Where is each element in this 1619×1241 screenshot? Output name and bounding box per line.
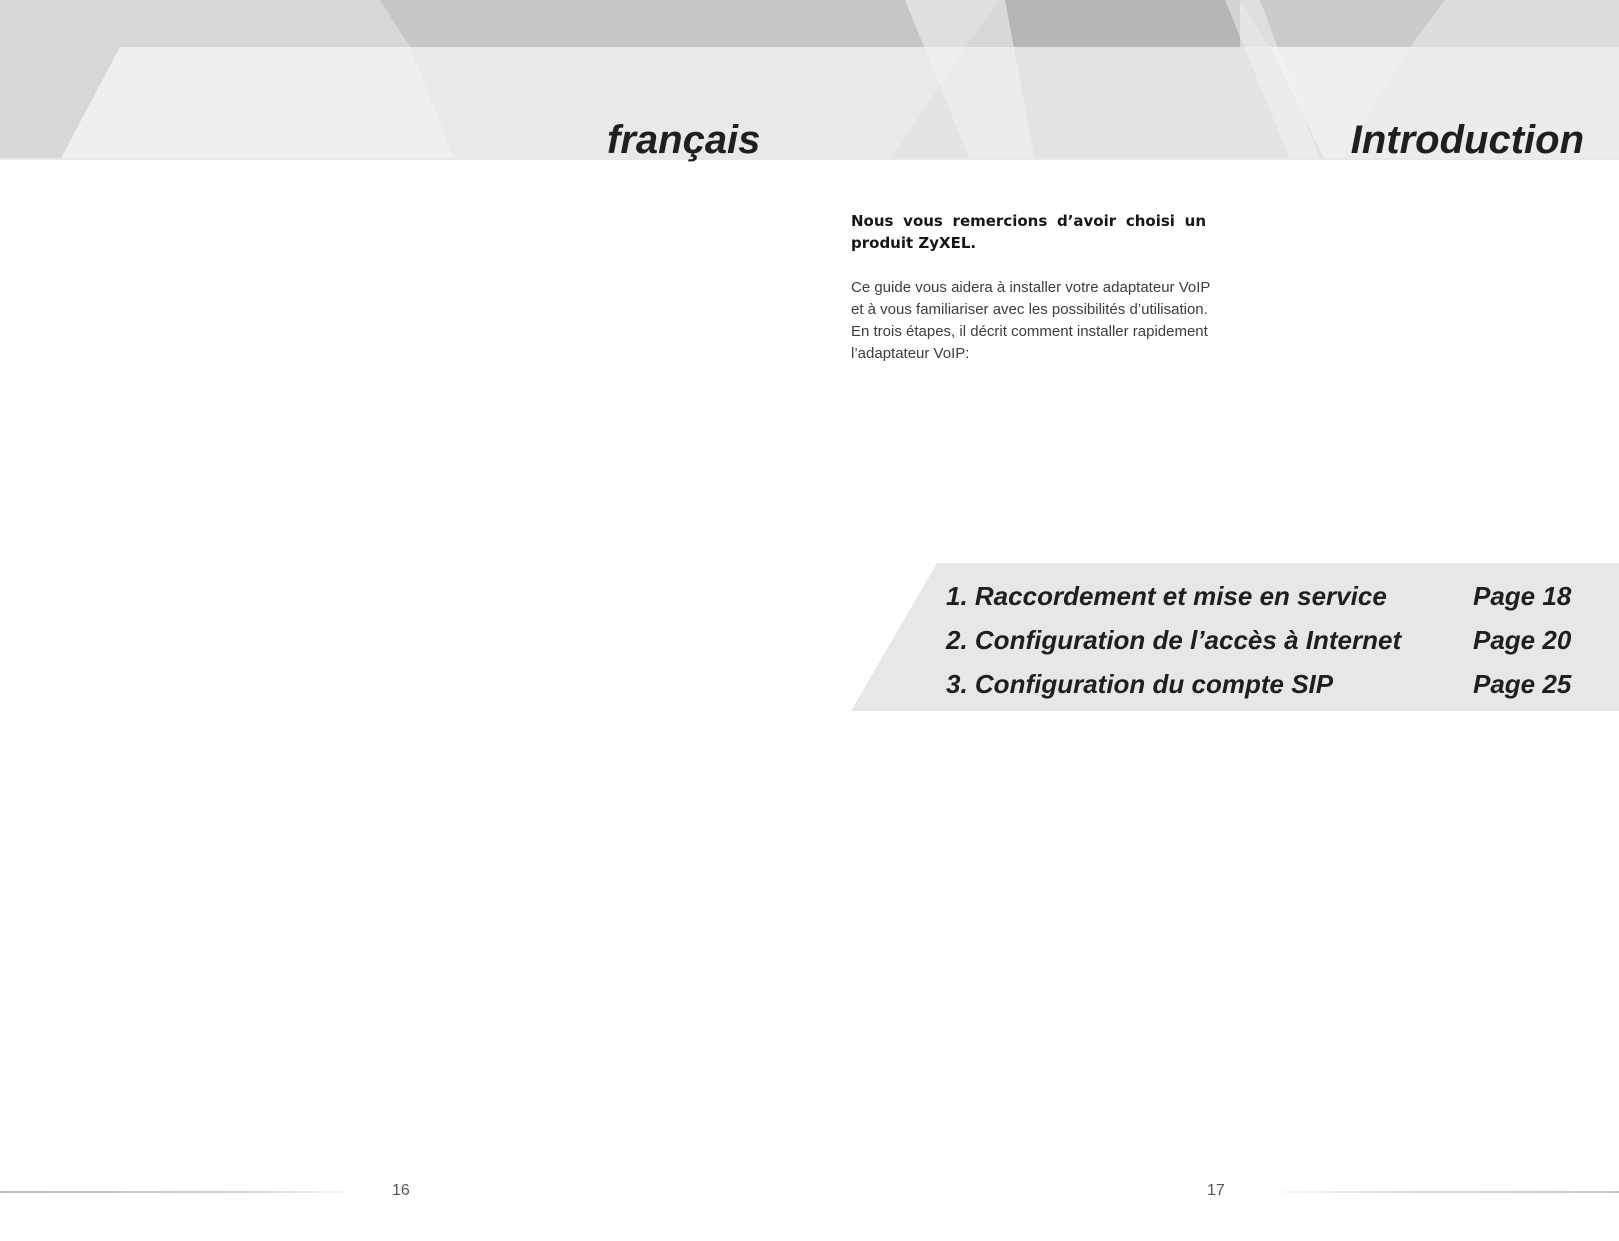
toc-item-label: 2. Configuration de l’accès à Internet <box>946 625 1402 655</box>
language-title: français <box>607 118 761 162</box>
intro-line-4: l’adaptateur VoIP: <box>851 345 970 362</box>
toc-item-internet-configuration <box>946 618 1586 662</box>
toc-page-reference: Page 20 <box>1473 625 1572 655</box>
toc-item-sip-configuration <box>946 662 1586 706</box>
left-page-number: 16 <box>392 1182 410 1199</box>
left-footer-rule <box>0 1191 360 1193</box>
toc-page-reference: Page 18 <box>1473 581 1572 611</box>
toc-item-label: 3. Configuration du compte SIP <box>946 669 1334 699</box>
toc-page-reference: Page 25 <box>1473 669 1572 699</box>
right-page-number: 17 <box>1207 1182 1225 1199</box>
thank-you-heading: Nous vous remercions d’avoir choisi un produit ZyXEL. <box>851 212 1206 252</box>
toc-item-connection <box>946 574 1586 618</box>
table-of-contents <box>946 574 1586 706</box>
toc-item-label: 1. Raccordement et mise en service <box>946 581 1387 611</box>
introduction-title: Introduction <box>1350 118 1584 162</box>
intro-line-1: Ce guide vous aidera à installer votre adaptateur VoIP <box>851 279 1211 296</box>
intro-line-2: et à vous familiariser avec les possibilités d’utilisation. <box>851 301 1208 318</box>
intro-line-3: En trois étapes, il décrit comment installer rapidement <box>851 323 1208 340</box>
intro-paragraph <box>851 277 1211 365</box>
right-footer-rule <box>1265 1191 1619 1193</box>
